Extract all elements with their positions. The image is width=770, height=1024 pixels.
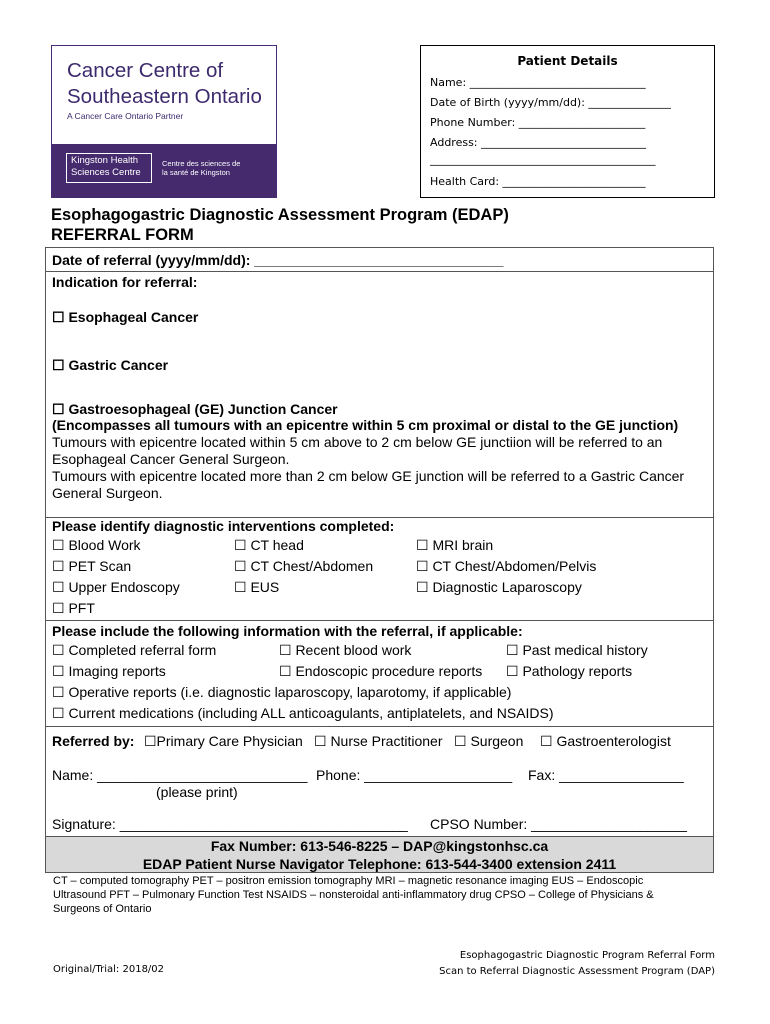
gastroenterologist-checkbox[interactable]: ☐ Gastroenterologist [540,733,671,749]
french-line1: Centre des sciences de [162,159,241,168]
form-title: Esophagogastric Diagnostic Assessment Program (EDAP) [51,206,509,224]
endoscopic-procedure-reports-checkbox[interactable]: ☐ Endoscopic procedure reports [279,663,483,679]
ge-rule-line4: General Surgeon. [52,485,163,501]
ct-chest-abdomen-pelvis-checkbox[interactable]: ☐ CT Chest/Abdomen/Pelvis [416,558,597,574]
footnote-line2: Ultrasound PFT – Pulmonary Function Test NSAIDS – nonsteroidal anti-inflammatory drug CPSO – College of Physicians & [53,889,654,901]
patient-address-line2[interactable]: _________________________________________ [430,153,656,166]
patient-name-field[interactable]: Name: ________________________________ [430,76,646,89]
khsc-line1: Kingston Health [71,155,139,166]
abbreviations-footnote [53,874,654,916]
ct-head-checkbox[interactable]: ☐ CT head [234,537,304,553]
french-line2: la santé de Kingston [162,168,230,177]
recent-blood-work-checkbox[interactable]: ☐ Recent blood work [279,642,412,658]
cpso-number-field[interactable]: CPSO Number: ____________________ [430,816,687,832]
esophageal-cancer-checkbox[interactable]: ☐ Esophageal Cancer [52,309,199,325]
fax-number: Fax Number: 613-546-8225 – DAP@kingstonhsc.ca [210,838,549,854]
nurse-practitioner-checkbox[interactable]: ☐ Nurse Practitioner [314,733,443,749]
pathology-reports-checkbox[interactable]: ☐ Pathology reports [506,663,633,679]
footer-scan-instruction: Scan to Referral Diagnostic Assessment Program (DAP) [439,966,715,977]
patient-phone-field[interactable]: Phone Number: _______________________ [430,116,646,129]
logo-subtitle: A Cancer Care Ontario Partner [67,111,184,121]
ge-junction-cancer-checkbox[interactable]: ☐ Gastroesophageal (GE) Junction Cancer [52,401,338,417]
indication-section [45,271,714,517]
referrer-phone-field[interactable]: Phone: ___________________ [316,767,513,783]
ge-rule-line1: Tumours with epicentre located within 5 cm above to 2 cm below GE junctiion will be referred to an [52,434,663,450]
patient-details-title: Patient Details [517,54,618,68]
patient-dob-field[interactable]: Date of Birth (yyyy/mm/dd): _______________ [430,96,671,109]
referral-date-row [45,247,714,271]
khsc-french-name [162,159,272,177]
nurse-navigator-phone: EDAP Patient Nurse Navigator Telephone: 613-544-3400 extension 2411 [142,856,617,872]
logo-title [67,58,262,110]
footnote-line1: CT – computed tomography PET – positron emission tomography MRI – magnetic resonance imaging EUS – Endoscopic [53,875,644,887]
ge-junction-note: (Encompasses all tumours with an epicentre within 5 cm proximal or distal to the GE junction) [52,417,679,433]
completed-referral-form-checkbox[interactable]: ☐ Completed referral form [52,642,217,658]
form-subtitle: REFERRAL FORM [51,226,194,244]
patient-address-field[interactable]: Address: ______________________________ [430,136,647,149]
primary-care-physician-checkbox[interactable]: ☐Primary Care Physician [144,733,303,749]
footer-form-name: Esophagogastric Diagnostic Program Referral Form [459,950,715,961]
khsc-name [71,155,151,179]
referral-date-field[interactable]: Date of referral (yyyy/mm/dd): ________________________________ [52,252,504,268]
version-label: Original/Trial: 2018/02 [53,964,165,975]
interventions-heading: Please identify diagnostic interventions completed: [52,518,395,534]
patient-details-box [420,45,715,198]
gastric-cancer-checkbox[interactable]: ☐ Gastric Cancer [52,357,169,373]
include-info-heading: Please include the following information with the referral, if applicable: [52,623,523,639]
ge-rule-line2: Esophageal Cancer General Surgeon. [52,451,290,467]
please-print-note: (please print) [156,784,238,800]
mri-brain-checkbox[interactable]: ☐ MRI brain [416,537,494,553]
operative-reports-checkbox[interactable]: ☐ Operative reports (i.e. diagnostic laparoscopy, laparotomy, if applicable) [52,684,512,700]
imaging-reports-checkbox[interactable]: ☐ Imaging reports [52,663,166,679]
logo-title-line2: Southeastern Ontario [67,85,262,108]
referred-by-section [45,726,714,836]
blood-work-checkbox[interactable]: ☐ Blood Work [52,537,141,553]
form-heading [51,205,509,245]
diagnostic-laparoscopy-checkbox[interactable]: ☐ Diagnostic Laparoscopy [416,579,582,595]
past-medical-history-checkbox[interactable]: ☐ Past medical history [506,642,648,658]
indication-heading: Indication for referral: [52,274,198,290]
cancer-centre-logo [51,45,277,198]
eus-checkbox[interactable]: ☐ EUS [234,579,280,595]
pft-checkbox[interactable]: ☐ PFT [52,600,95,616]
contact-section [45,836,714,873]
referrer-name-field[interactable]: Name: ___________________________ [52,767,308,783]
khsc-line2: Sciences Centre [71,167,141,178]
footer-right [439,948,715,980]
surgeon-checkbox[interactable]: ☐ Surgeon [454,733,524,749]
include-info-section [45,620,714,726]
upper-endoscopy-checkbox[interactable]: ☐ Upper Endoscopy [52,579,180,595]
current-medications-checkbox[interactable]: ☐ Current medications (including ALL anticoagulants, antiplatelets, and NSAIDS) [52,705,554,721]
logo-title-line1: Cancer Centre of [67,59,224,82]
signature-field[interactable]: Signature: _____________________________________ [52,816,408,832]
footnote-line3: Surgeons of Ontario [53,903,152,915]
logo-top-area [52,46,276,144]
ct-chest-abdomen-checkbox[interactable]: ☐ CT Chest/Abdomen [234,558,374,574]
pet-scan-checkbox[interactable]: ☐ PET Scan [52,558,132,574]
referrer-fax-field[interactable]: Fax: ________________ [528,767,684,783]
interventions-section [45,517,714,620]
patient-health-card-field[interactable]: Health Card: __________________________ [430,175,646,188]
referred-by-label: Referred by: [52,733,135,749]
ge-rule-line3: Tumours with epicentre located more than 2 cm below GE junction will be referred to a Gastric Cancer [52,468,685,484]
